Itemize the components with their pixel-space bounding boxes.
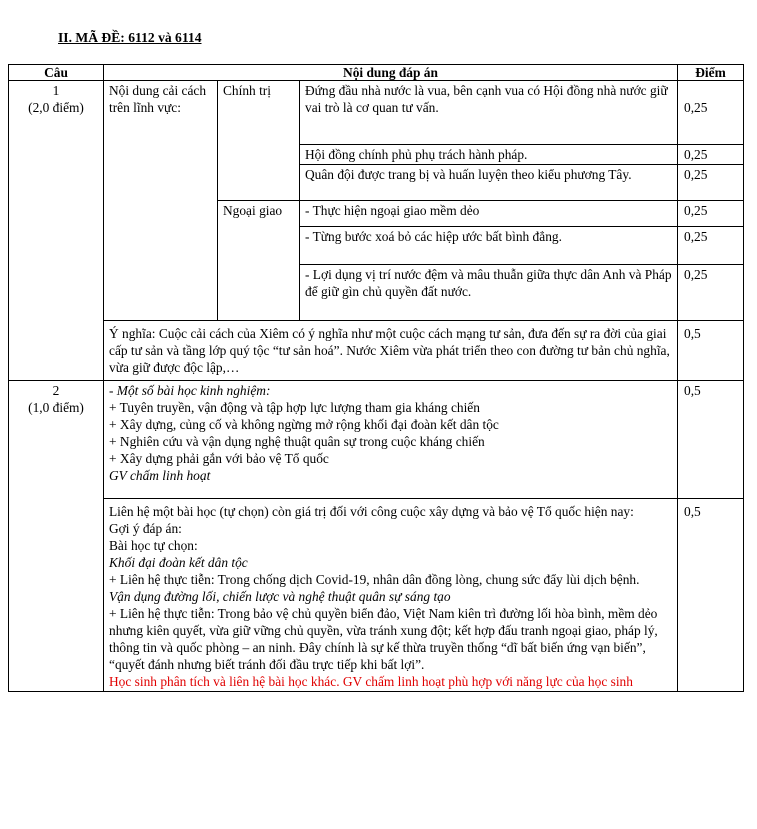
question-1-cell <box>9 81 104 381</box>
q2-lessons-title: - Một số bài học kinh nghiệm: <box>109 383 271 398</box>
q2-lesson2-text: + Liên hệ thực tiễn: Trong bảo vệ chủ quyền biển đảo, Việt Nam kiên trì đường lối hòa bình, mềm dẻo nhưng kiên quyết, vừa giữ vững chủ quyền, vừa tránh xung đột; kết hợp đấu tranh ngoại giao, pháp lý, thông tin và quốc phòng – an ninh. Đây chính là sự kế thừa truyền thống “dĩ bất biến ứng vạn biến”, “quyết đánh nhưng biết tránh đối đầu trực tiếp khi bất lợi”. <box>109 606 658 672</box>
q2-lesson1-text: + Liên hệ thực tiễn: Trong chống dịch Covid-19, nhân dân đồng lòng, chung sức đẩy lùi dịch bệnh. <box>109 572 640 587</box>
question-2-points: (1,0 điểm) <box>28 400 84 415</box>
q2-grading-note: GV chấm linh hoạt <box>109 468 211 483</box>
q1-answer-text: - Thực hiện ngoại giao mềm dẻo <box>300 201 678 227</box>
q1-answer-score: 0,25 <box>678 81 744 145</box>
table-row <box>9 321 744 381</box>
q2-lesson2-title: Vận dụng đường lối, chiến lược và nghệ thuật quân sự sáng tạo <box>109 589 451 604</box>
list-item: + Tuyên truyền, vận động và tập hợp lực lượng tham gia kháng chiến <box>109 400 480 415</box>
question-2-cell <box>9 381 104 692</box>
q1-topic: Nội dung cải cách trên lĩnh vực: <box>104 81 218 321</box>
q1-answer-score: 0,25 <box>678 265 744 321</box>
list-item: + Xây dựng phải gắn với bảo vệ Tổ quốc <box>109 451 329 466</box>
q2-chosen: Bài học tự chọn: <box>109 538 198 553</box>
question-2-number: 2 <box>52 383 60 398</box>
q1-category-diplomacy: Ngoại giao <box>218 201 300 321</box>
q1-answer-score: 0,25 <box>678 201 744 227</box>
table-row <box>9 81 744 145</box>
list-item: + Xây dựng, củng cố và không ngừng mở rộng khối đại đoàn kết dân tộc <box>109 417 499 432</box>
q1-meaning-score: 0,5 <box>678 321 744 381</box>
q2-application-block <box>104 499 678 692</box>
q2-lessons-score: 0,5 <box>678 381 744 499</box>
question-1-points: (2,0 điểm) <box>28 100 84 115</box>
q1-answer-text: Quân đội được trang bị và huấn luyện theo kiểu phương Tây. <box>300 165 678 201</box>
q2-application-score: 0,5 <box>678 499 744 692</box>
table-row <box>9 499 744 692</box>
question-1-number: 1 <box>52 83 60 98</box>
q1-answer-score: 0,25 <box>678 145 744 165</box>
header-cau: Câu <box>9 65 104 81</box>
q2-hint: Gợi ý đáp án: <box>109 521 182 536</box>
answer-table <box>8 64 744 692</box>
q1-answer-text: - Lợi dụng vị trí nước đệm và mâu thuẫn giữa thực dân Anh và Pháp để giữ gìn chủ quyền đất nước. <box>300 265 678 321</box>
table-header-row <box>9 65 744 81</box>
q2-red-note: Học sinh phân tích và liên hệ bài học khác. GV chấm linh hoạt phù hợp với năng lực của học sinh <box>109 674 633 689</box>
q1-answer-score: 0,25 <box>678 165 744 201</box>
q1-answer-text: Đứng đầu nhà nước là vua, bên cạnh vua có Hội đồng nhà nước giữ vai trò là cơ quan tư vấn. <box>300 81 678 145</box>
q1-meaning: Ý nghĩa: Cuộc cải cách của Xiêm có ý nghĩa như một cuộc cách mạng tư sản, đưa đến sự ra đời của giai cấp tư sản và tầng lớp quý tộc “tư sản hoá”. Nước Xiêm vừa phát triển theo con đường tư bản chủ nghĩa, vừa giữ được độc lập,… <box>104 321 678 381</box>
table-row <box>9 381 744 499</box>
q1-category-politics: Chính trị <box>218 81 300 201</box>
header-diem: Điểm <box>678 65 744 81</box>
header-noi-dung: Nội dung đáp án <box>104 65 678 81</box>
q1-answer-text: - Từng bước xoá bỏ các hiệp ước bất bình đẳng. <box>300 227 678 265</box>
q2-intro: Liên hệ một bài học (tự chọn) còn giá trị đối với công cuộc xây dựng và bảo vệ Tổ quốc hiện nay: <box>109 504 634 519</box>
q2-lesson1-title: Khối đại đoàn kết dân tộc <box>109 555 248 570</box>
q2-lessons-block <box>104 381 678 499</box>
section-heading: II. MÃ ĐỀ: 6112 và 6114 <box>58 30 202 45</box>
list-item: + Nghiên cứu và vận dụng nghệ thuật quân sự trong cuộc kháng chiến <box>109 434 485 449</box>
q1-answer-score: 0,25 <box>678 227 744 265</box>
q1-answer-text: Hội đồng chính phủ phụ trách hành pháp. <box>300 145 678 165</box>
